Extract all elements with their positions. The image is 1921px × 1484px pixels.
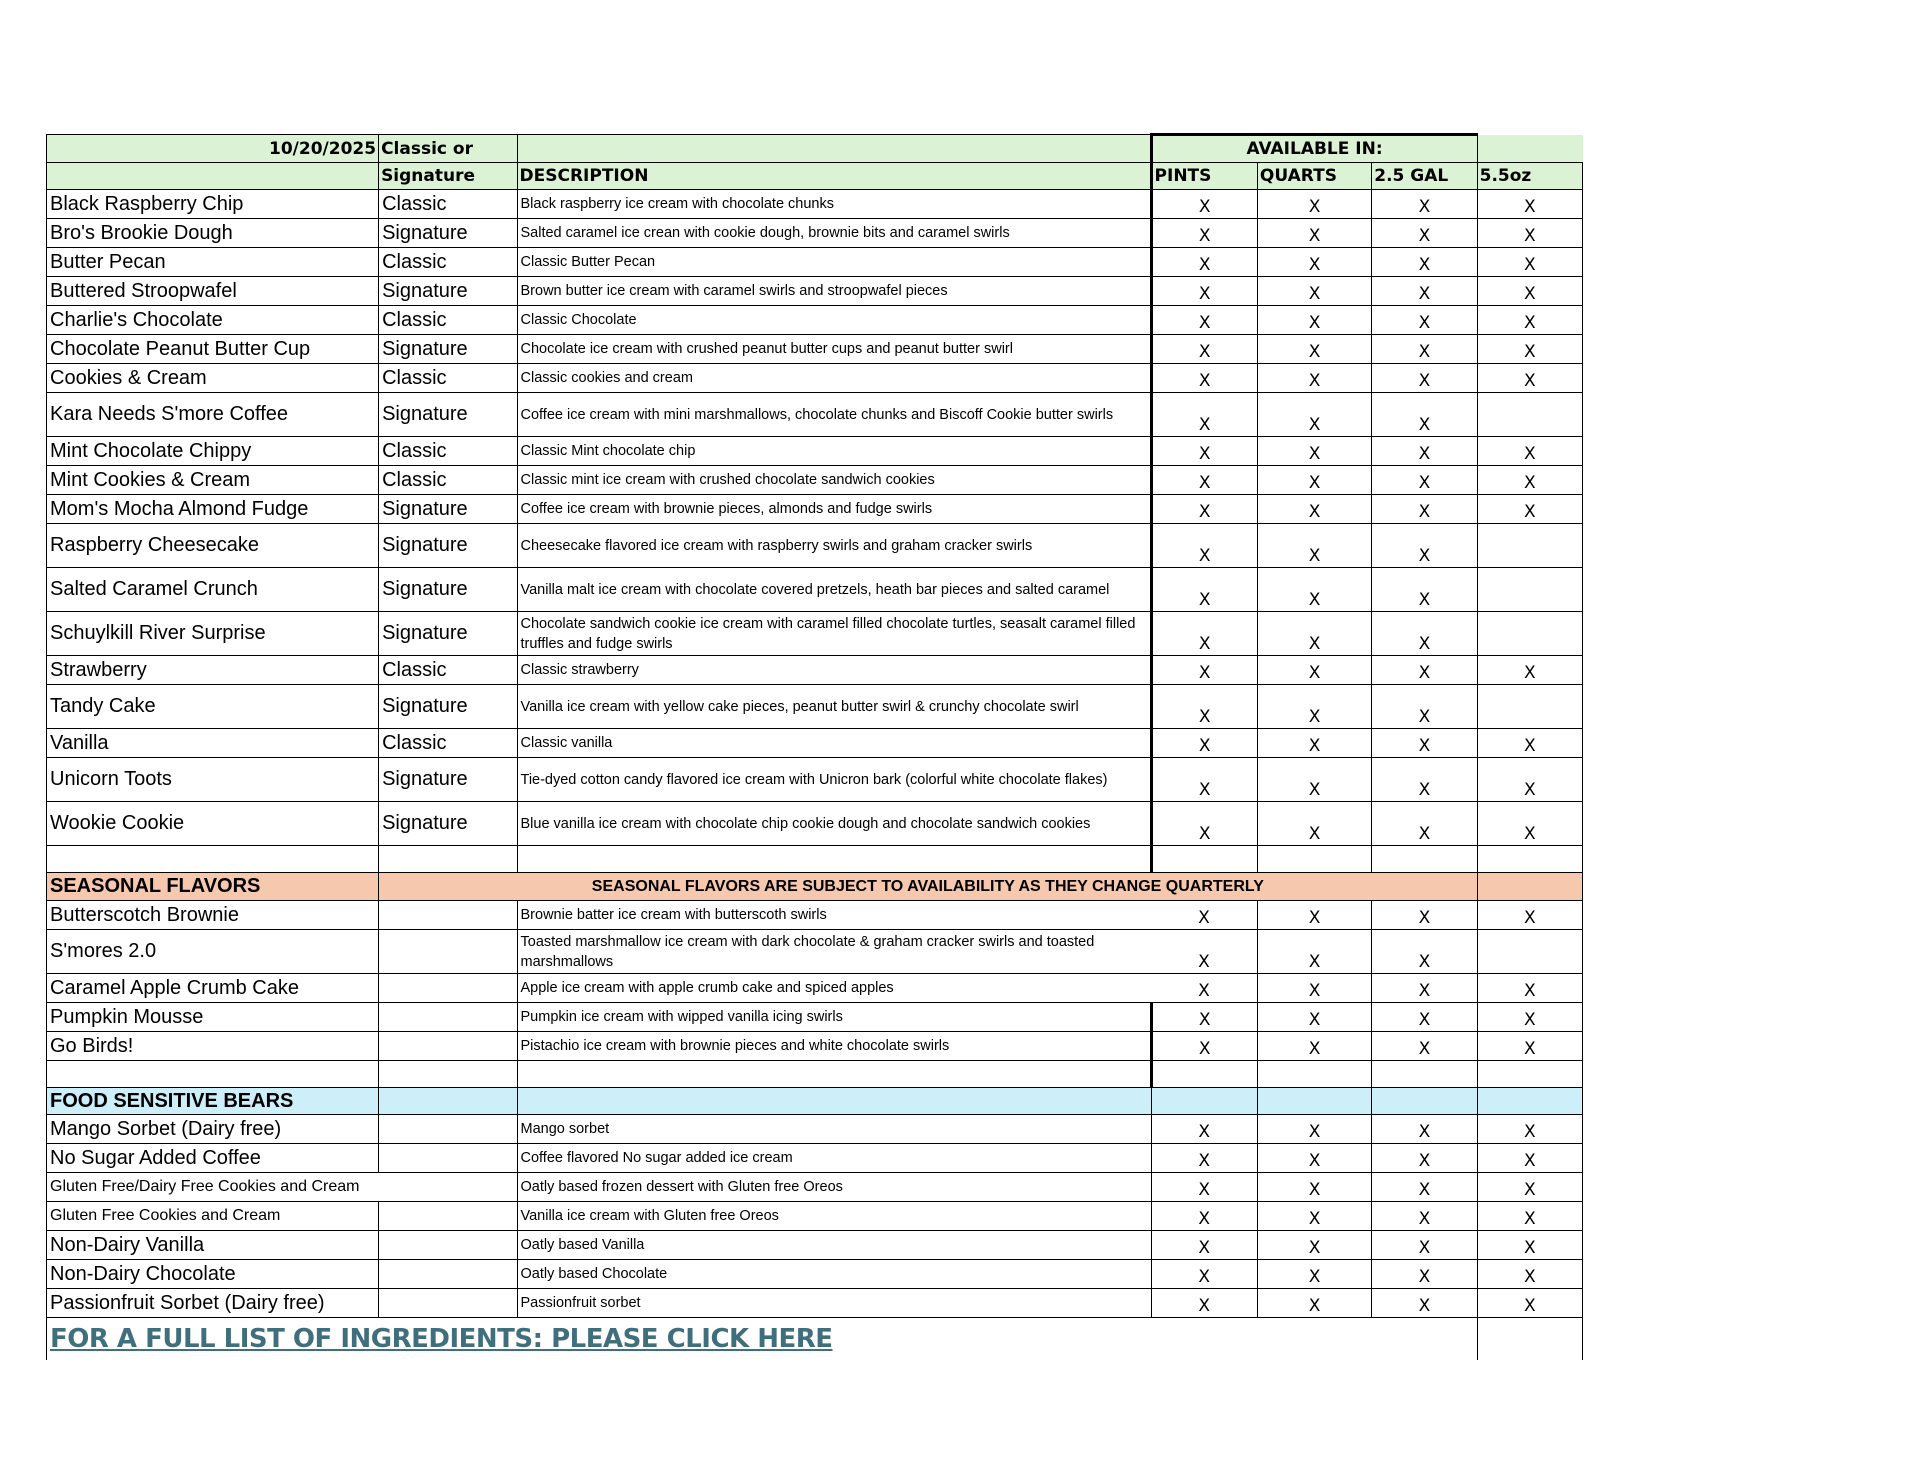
flavor-description: Coffee ice cream with brownie pieces, almonds and fudge swirls [517,495,1151,524]
seasonal-name: Pumpkin Mousse [47,1003,379,1032]
food-sensitive-name: Non-Dairy Vanilla [47,1231,379,1260]
avail-quarts: X [1257,393,1371,437]
blank-cell [517,846,1151,873]
flavor-row [47,248,1583,277]
size-header-quarts: QUARTS [1257,163,1371,190]
flavor-row [47,802,1583,846]
avail-quarts: X [1257,495,1371,524]
food-sensitive-row [47,1202,1583,1231]
avail-quarts: X [1257,248,1371,277]
avail-cup: X [1477,277,1582,306]
avail-quarts: X [1257,568,1371,612]
flavor-type: Classic [379,364,517,393]
food-sensitive-description: Oatly based Chocolate [517,1260,1151,1289]
flavor-description: Chocolate ice cream with crushed peanut butter cups and peanut butter swirl [517,335,1151,364]
avail-pints: X [1151,1231,1257,1260]
food-sensitive-row [47,1260,1583,1289]
food-sensitive-spacer [1257,1088,1371,1115]
avail-cup: X [1477,1289,1582,1318]
avail-gallon: X [1372,524,1477,568]
avail-cup: X [1477,248,1582,277]
food-sensitive-name: Gluten Free Cookies and Cream [47,1202,379,1231]
avail-gallon: X [1372,1289,1477,1318]
flavor-name: Wookie Cookie [47,802,379,846]
food-sensitive-spacer [1151,1088,1257,1115]
available-in-spacer [1477,135,1582,163]
flavor-type: Signature [379,524,517,568]
avail-gallon: X [1372,335,1477,364]
avail-pints: X [1151,1003,1257,1032]
avail-quarts: X [1257,802,1371,846]
avail-quarts: X [1257,524,1371,568]
avail-gallon: X [1372,568,1477,612]
flavor-name: Mint Cookies & Cream [47,466,379,495]
seasonal-type [379,901,517,930]
flavor-description: Blue vanilla ice cream with chocolate chip cookie dough and chocolate sandwich cookies [517,802,1151,846]
seasonal-name: S'mores 2.0 [47,930,379,974]
food-sensitive-spacer [379,1088,517,1115]
avail-cup: X [1477,1202,1582,1231]
seasonal-description: Pistachio ice cream with brownie pieces and white chocolate swirls [517,1032,1151,1061]
avail-gallon: X [1372,248,1477,277]
avail-pints: X [1151,335,1257,364]
food-sensitive-type [379,1289,517,1318]
flavor-type: Classic [379,466,517,495]
header-row-2 [47,163,1583,190]
avail-pints: X [1151,901,1257,930]
avail-pints: X [1151,1144,1257,1173]
food-sensitive-row [47,1231,1583,1260]
food-sensitive-description: Mango sorbet [517,1115,1151,1144]
avail-quarts: X [1257,1173,1371,1202]
avail-cup [1477,930,1582,974]
food-sensitive-description: Coffee flavored No sugar added ice cream [517,1144,1151,1173]
desc-header-spacer [517,135,1151,163]
flavor-name: Kara Needs S'more Coffee [47,393,379,437]
avail-pints: X [1151,656,1257,685]
seasonal-note: SEASONAL FLAVORS ARE SUBJECT TO AVAILABILITY AS THEY CHANGE QUARTERLY [379,873,1478,901]
avail-gallon: X [1372,277,1477,306]
footer-link-cell [47,1318,1478,1361]
size-header-pints: PINTS [1151,163,1257,190]
flavor-type: Signature [379,277,517,306]
flavor-name: Mom's Mocha Almond Fudge [47,495,379,524]
flavor-row [47,393,1583,437]
seasonal-header-row [47,873,1583,901]
avail-pints: X [1151,364,1257,393]
type-header-line1: Classic or [379,135,517,163]
food-sensitive-spacer [1372,1088,1477,1115]
food-sensitive-description: Oatly based Vanilla [517,1231,1151,1260]
avail-cup [1477,524,1582,568]
flavor-name: Mint Chocolate Chippy [47,437,379,466]
avail-quarts: X [1257,758,1371,802]
avail-pints: X [1151,568,1257,612]
avail-pints: X [1151,974,1257,1003]
avail-pints: X [1151,802,1257,846]
food-sensitive-name: No Sugar Added Coffee [47,1144,379,1173]
food-sensitive-spacer [517,1088,1151,1115]
avail-cup: X [1477,974,1582,1003]
food-sensitive-type [379,1144,517,1173]
avail-gallon: X [1372,729,1477,758]
flavor-name: Tandy Cake [47,685,379,729]
avail-pints: X [1151,612,1257,656]
seasonal-description: Brownie batter ice cream with butterscoth swirls [517,901,1151,930]
blank-cell [1257,846,1371,873]
avail-pints: X [1151,219,1257,248]
avail-quarts: X [1257,612,1371,656]
avail-cup: X [1477,306,1582,335]
avail-pints: X [1151,248,1257,277]
avail-gallon: X [1372,306,1477,335]
seasonal-description: Pumpkin ice cream with wipped vanilla icing swirls [517,1003,1151,1032]
avail-cup: X [1477,802,1582,846]
flavor-row [47,685,1583,729]
seasonal-row [47,1032,1583,1061]
food-sensitive-type [379,1202,517,1231]
avail-pints: X [1151,190,1257,219]
flavor-description: Vanilla malt ice cream with chocolate covered pretzels, heath bar pieces and salted caramel [517,568,1151,612]
avail-gallon: X [1372,901,1477,930]
avail-pints: X [1151,685,1257,729]
food-sensitive-row [47,1289,1583,1318]
food-sensitive-type [379,1231,517,1260]
flavor-type: Classic [379,306,517,335]
avail-quarts: X [1257,306,1371,335]
flavor-description: Salted caramel ice crean with cookie dough, brownie bits and caramel swirls [517,219,1151,248]
avail-pints: X [1151,1289,1257,1318]
avail-gallon: X [1372,612,1477,656]
seasonal-title: SEASONAL FLAVORS [47,873,379,901]
size-header-cup: 5.5oz [1477,163,1582,190]
flavor-description: Classic strawberry [517,656,1151,685]
flavor-name: Strawberry [47,656,379,685]
avail-gallon: X [1372,1260,1477,1289]
blank-cell [47,1061,379,1088]
avail-pints: X [1151,1115,1257,1144]
flavor-name: Bro's Brookie Dough [47,219,379,248]
blank-cell [1257,1061,1371,1088]
flavor-row [47,466,1583,495]
seasonal-type [379,1032,517,1061]
avail-pints: X [1151,1260,1257,1289]
food-sensitive-description: Vanilla ice cream with Gluten free Oreos [517,1202,1151,1231]
flavor-description: Tie-dyed cotton candy flavored ice cream with Unicron bark (colorful white chocolate flakes) [517,758,1151,802]
spacer-row [47,1061,1583,1088]
avail-quarts: X [1257,930,1371,974]
avail-cup: X [1477,1260,1582,1289]
flavor-row [47,277,1583,306]
avail-cup: X [1477,1173,1582,1202]
flavor-type: Classic [379,729,517,758]
avail-pints: X [1151,495,1257,524]
available-in-header: AVAILABLE IN: [1151,135,1477,163]
blank-cell [379,1061,517,1088]
food-sensitive-header-row [47,1088,1583,1115]
avail-gallon: X [1372,190,1477,219]
flavor-row [47,219,1583,248]
avail-cup: X [1477,1144,1582,1173]
avail-quarts: X [1257,1202,1371,1231]
avail-quarts: X [1257,1144,1371,1173]
avail-pints: X [1151,1202,1257,1231]
flavor-name: Salted Caramel Crunch [47,568,379,612]
avail-quarts: X [1257,729,1371,758]
avail-pints: X [1151,729,1257,758]
avail-quarts: X [1257,685,1371,729]
flavor-name: Unicorn Toots [47,758,379,802]
flavor-type: Classic [379,437,517,466]
flavor-sheet [46,133,1583,1360]
avail-pints: X [1151,1032,1257,1061]
flavor-description: Chocolate sandwich cookie ice cream with caramel filled chocolate turtles, seasalt caramel filled truffles and fudge swirls [517,612,1151,656]
blank-cell [1151,1061,1257,1088]
avail-cup: X [1477,758,1582,802]
avail-cup: X [1477,901,1582,930]
flavor-type: Signature [379,393,517,437]
flavor-name: Chocolate Peanut Butter Cup [47,335,379,364]
food-sensitive-spacer [1477,1088,1582,1115]
avail-cup: X [1477,656,1582,685]
avail-cup [1477,568,1582,612]
flavor-type: Signature [379,612,517,656]
flavor-type: Classic [379,248,517,277]
avail-quarts: X [1257,466,1371,495]
flavor-description: Coffee ice cream with mini marshmallows, chocolate chunks and Biscoff Cookie butter swirls [517,393,1151,437]
seasonal-name: Go Birds! [47,1032,379,1061]
blank-cell [1477,1061,1582,1088]
food-sensitive-description: Oatly based frozen dessert with Gluten free Oreos [517,1173,1151,1202]
avail-cup [1477,612,1582,656]
avail-quarts: X [1257,656,1371,685]
flavor-row [47,568,1583,612]
food-sensitive-name: Passionfruit Sorbet (Dairy free) [47,1289,379,1318]
avail-pints: X [1151,437,1257,466]
name-header [47,163,379,190]
flavor-row [47,364,1583,393]
flavor-name: Black Raspberry Chip [47,190,379,219]
avail-cup: X [1477,466,1582,495]
seasonal-row [47,974,1583,1003]
ingredients-link[interactable]: FOR A FULL LIST OF INGREDIENTS: PLEASE CLICK HERE [50,1324,833,1354]
avail-gallon: X [1372,974,1477,1003]
avail-quarts: X [1257,974,1371,1003]
avail-cup: X [1477,1032,1582,1061]
avail-gallon: X [1372,802,1477,846]
avail-quarts: X [1257,1003,1371,1032]
avail-cup: X [1477,1115,1582,1144]
sheet-date: 10/20/2025 [47,135,379,163]
flavor-type: Signature [379,568,517,612]
food-sensitive-row [47,1144,1583,1173]
avail-gallon: X [1372,1231,1477,1260]
blank-cell [379,846,517,873]
flavor-name: Raspberry Cheesecake [47,524,379,568]
type-header-line2: Signature [379,163,517,190]
blank-cell [1477,846,1582,873]
food-sensitive-type [379,1260,517,1289]
description-header: DESCRIPTION [517,163,1151,190]
avail-cup: X [1477,1003,1582,1032]
avail-quarts: X [1257,1260,1371,1289]
avail-gallon: X [1372,1144,1477,1173]
flavor-name: Charlie's Chocolate [47,306,379,335]
flavor-row [47,729,1583,758]
seasonal-description: Toasted marshmallow ice cream with dark chocolate & graham cracker swirls and toasted marshmallows [517,930,1151,974]
food-sensitive-name: Non-Dairy Chocolate [47,1260,379,1289]
avail-pints: X [1151,277,1257,306]
flavor-row [47,437,1583,466]
size-header-gallon: 2.5 GAL [1372,163,1477,190]
spacer-row [47,846,1583,873]
flavor-row [47,656,1583,685]
flavor-description: Classic cookies and cream [517,364,1151,393]
avail-quarts: X [1257,901,1371,930]
flavor-description: Classic vanilla [517,729,1151,758]
food-sensitive-type [379,1115,517,1144]
flavor-type: Signature [379,335,517,364]
flavor-name: Butter Pecan [47,248,379,277]
avail-cup: X [1477,495,1582,524]
avail-cup: X [1477,219,1582,248]
avail-cup: X [1477,335,1582,364]
avail-gallon: X [1372,393,1477,437]
flavor-row [47,335,1583,364]
footer-spacer [1477,1318,1582,1361]
header-row-1 [47,135,1583,163]
avail-pints: X [1151,758,1257,802]
flavor-type: Classic [379,656,517,685]
avail-quarts: X [1257,437,1371,466]
flavor-name: Cookies & Cream [47,364,379,393]
flavor-type: Signature [379,495,517,524]
seasonal-row [47,930,1583,974]
food-sensitive-row [47,1173,1583,1202]
avail-cup: X [1477,437,1582,466]
avail-gallon: X [1372,219,1477,248]
avail-pints: X [1151,524,1257,568]
avail-gallon: X [1372,656,1477,685]
flavor-type: Classic [379,190,517,219]
avail-quarts: X [1257,1231,1371,1260]
avail-gallon: X [1372,364,1477,393]
flavor-description: Cheesecake flavored ice cream with raspberry swirls and graham cracker swirls [517,524,1151,568]
avail-cup: X [1477,190,1582,219]
avail-quarts: X [1257,219,1371,248]
food-sensitive-row [47,1115,1583,1144]
food-sensitive-name: Mango Sorbet (Dairy free) [47,1115,379,1144]
food-sensitive-name: Gluten Free/Dairy Free Cookies and Cream [47,1173,518,1202]
avail-quarts: X [1257,364,1371,393]
avail-cup: X [1477,364,1582,393]
flavor-description: Vanilla ice cream with yellow cake pieces, peanut butter swirl & crunchy chocolate swirl [517,685,1151,729]
food-sensitive-title: FOOD SENSITIVE BEARS [47,1088,379,1115]
avail-quarts: X [1257,335,1371,364]
flavor-description: Brown butter ice cream with caramel swirls and stroopwafel pieces [517,277,1151,306]
flavor-description: Classic mint ice cream with crushed chocolate sandwich cookies [517,466,1151,495]
flavor-description: Black raspberry ice cream with chocolate chunks [517,190,1151,219]
avail-pints: X [1151,930,1257,974]
flavor-type: Signature [379,758,517,802]
flavor-row [47,612,1583,656]
flavor-type: Signature [379,219,517,248]
avail-cup: X [1477,729,1582,758]
blank-cell [1372,1061,1477,1088]
flavor-name: Vanilla [47,729,379,758]
avail-pints: X [1151,466,1257,495]
avail-gallon: X [1372,1032,1477,1061]
flavor-description: Classic Butter Pecan [517,248,1151,277]
avail-gallon: X [1372,1173,1477,1202]
seasonal-name: Butterscotch Brownie [47,901,379,930]
avail-gallon: X [1372,495,1477,524]
avail-gallon: X [1372,1115,1477,1144]
flavor-row [47,758,1583,802]
avail-cup [1477,393,1582,437]
avail-pints: X [1151,393,1257,437]
seasonal-type [379,974,517,1003]
blank-cell [1151,846,1257,873]
seasonal-row [47,1003,1583,1032]
avail-quarts: X [1257,277,1371,306]
flavor-table [46,133,1583,1360]
food-sensitive-description: Passionfruit sorbet [517,1289,1151,1318]
seasonal-name: Caramel Apple Crumb Cake [47,974,379,1003]
avail-gallon: X [1372,437,1477,466]
avail-gallon: X [1372,930,1477,974]
avail-gallon: X [1372,758,1477,802]
flavor-name: Buttered Stroopwafel [47,277,379,306]
seasonal-spacer [1477,873,1582,901]
avail-cup [1477,685,1582,729]
avail-quarts: X [1257,190,1371,219]
avail-gallon: X [1372,466,1477,495]
seasonal-type [379,930,517,974]
flavor-type: Signature [379,802,517,846]
avail-pints: X [1151,1173,1257,1202]
avail-gallon: X [1372,685,1477,729]
seasonal-row [47,901,1583,930]
blank-cell [1372,846,1477,873]
flavor-row [47,495,1583,524]
avail-quarts: X [1257,1115,1371,1144]
flavor-description: Classic Mint chocolate chip [517,437,1151,466]
avail-gallon: X [1372,1003,1477,1032]
flavor-row [47,524,1583,568]
avail-gallon: X [1372,1202,1477,1231]
seasonal-description: Apple ice cream with apple crumb cake and spiced apples [517,974,1151,1003]
footer-row [47,1318,1583,1361]
flavor-name: Schuylkill River Surprise [47,612,379,656]
avail-quarts: X [1257,1289,1371,1318]
avail-pints: X [1151,306,1257,335]
seasonal-type [379,1003,517,1032]
flavor-description: Classic Chocolate [517,306,1151,335]
avail-cup: X [1477,1231,1582,1260]
flavor-row [47,306,1583,335]
flavor-type: Signature [379,685,517,729]
avail-quarts: X [1257,1032,1371,1061]
blank-cell [47,846,379,873]
flavor-row [47,190,1583,219]
blank-cell [517,1061,1151,1088]
